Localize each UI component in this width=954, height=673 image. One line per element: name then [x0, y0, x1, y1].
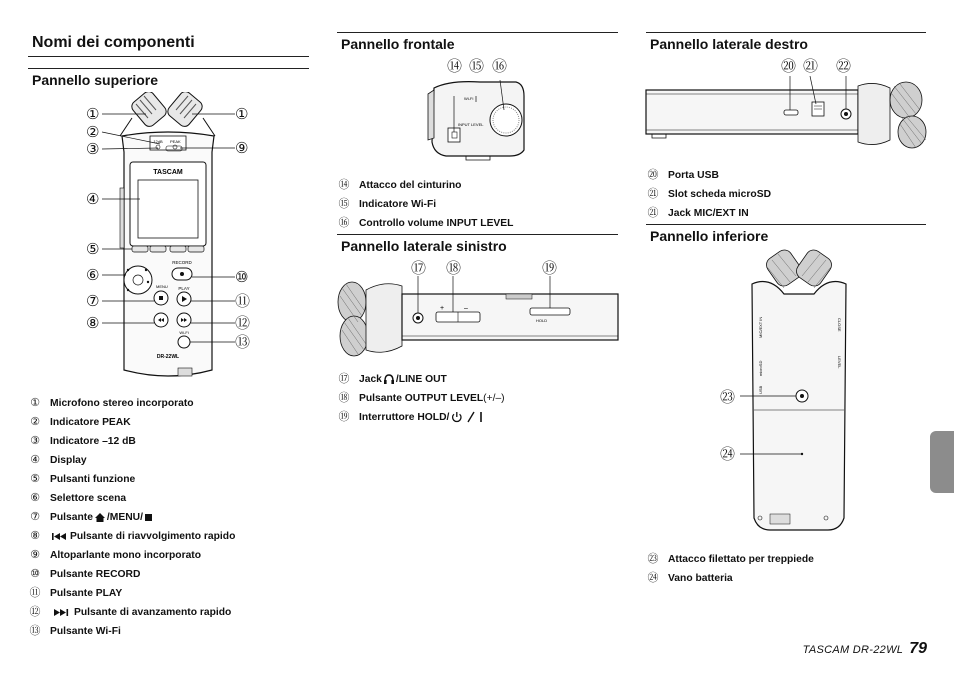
callout-4: ④	[86, 190, 100, 208]
list-item: ③ Indicatore –12 dB	[30, 434, 136, 447]
slash-icon	[466, 411, 476, 423]
svg-text:INPUT LEVEL: INPUT LEVEL	[458, 122, 484, 127]
page-footer	[803, 640, 927, 658]
headphones-icon	[383, 373, 395, 385]
bottom-panel-figure	[740, 248, 860, 536]
callout-5: ⑤	[86, 240, 100, 258]
list-item: ⑳ Porta USB	[647, 168, 719, 181]
section-title-top-panel: Pannello superiore	[32, 72, 159, 88]
list-item: ⑥ Selettore scena	[30, 491, 127, 504]
list-item: ⑱ Pulsante OUTPUT LEVEL (+/–)	[338, 391, 505, 404]
power-icon	[450, 411, 464, 423]
svg-text:MIC/EXT IN: MIC/EXT IN	[758, 316, 763, 338]
right-side-panel-list	[646, 168, 926, 228]
list-item: ⑰ Jack /LINE OUT	[338, 372, 447, 385]
section-title-bottom-panel: Pannello inferiore	[650, 228, 769, 244]
callout-17: ⑰	[411, 259, 427, 277]
svg-text:USB: USB	[758, 385, 763, 394]
callout-9: ⑨	[235, 139, 249, 157]
thumb-index-tab	[930, 431, 954, 493]
svg-text:-12dB: -12dB	[152, 139, 163, 144]
list-item: ⑬ Pulsante Wi-Fi	[29, 624, 121, 637]
bottom-panel-list	[646, 552, 926, 592]
svg-text:microSD: microSD	[758, 360, 763, 376]
callout-21: ㉑	[803, 57, 819, 75]
svg-text:–: –	[464, 305, 468, 312]
stereo-mic	[129, 92, 204, 129]
list-item: ⑭ Attacco del cinturino	[338, 178, 462, 191]
callout-16: ⑯	[492, 57, 508, 75]
svg-text:PLAY: PLAY	[178, 286, 190, 291]
list-item: ⑩ Pulsante RECORD	[30, 567, 141, 580]
section-title-front-panel: Pannello frontale	[341, 36, 455, 52]
svg-text:PEAK: PEAK	[170, 139, 181, 144]
callout-8: ⑧	[86, 314, 100, 332]
footer-brand: TASCAM DR-22WL	[802, 644, 904, 656]
list-item: ⑨ Altoparlante mono incorporato	[30, 548, 202, 561]
list-item: ⑤ Pulsanti funzione	[30, 472, 136, 485]
callout-10: ⑩	[235, 268, 249, 286]
list-item: ① Microfono stereo incorporato	[30, 396, 194, 409]
svg-text:HOLD: HOLD	[536, 318, 548, 323]
svg-text:Wi-Fi: Wi-Fi	[179, 330, 189, 335]
callout-18: ⑱	[446, 259, 462, 277]
callout-22: ㉒	[836, 57, 852, 75]
rewind-icon	[51, 532, 69, 541]
home-icon	[94, 512, 106, 523]
svg-text:RECORD: RECORD	[172, 260, 192, 265]
top-panel-figure	[80, 92, 260, 384]
list-item: ② Indicatore PEAK	[30, 415, 131, 428]
list-item: ㉓ Attacco filettato per treppiede	[647, 552, 814, 565]
svg-text:Wi-Fi: Wi-Fi	[464, 96, 474, 101]
callout-1b: ①	[235, 105, 249, 123]
callout-23: ㉓	[720, 388, 736, 406]
callout-24: ㉔	[720, 445, 736, 463]
page-number: 79	[909, 640, 927, 657]
svg-text:MENU: MENU	[156, 284, 168, 289]
svg-text:DR-22WL: DR-22WL	[156, 354, 180, 360]
callout-13: ⑬	[235, 333, 251, 351]
title-rule	[28, 56, 309, 57]
right-side-panel-figure	[644, 76, 934, 150]
section-rule-front	[337, 32, 618, 33]
bar-icon	[478, 411, 484, 423]
callout-15: ⑮	[469, 57, 485, 75]
list-item: ㉑ Jack MIC/EXT IN	[647, 206, 749, 219]
list-item: ⑦ Pulsante /MENU/	[28, 510, 154, 524]
callout-19: ⑲	[542, 259, 558, 277]
callout-2: ②	[86, 123, 100, 141]
front-panel-figure	[420, 76, 530, 162]
svg-text:LEVEL: LEVEL	[837, 356, 842, 369]
svg-text:+: +	[440, 305, 445, 312]
left-side-panel-figure	[336, 276, 620, 360]
callout-3: ③	[86, 140, 100, 158]
left-side-panel-list	[337, 372, 617, 432]
section-rule-bottom	[646, 224, 926, 225]
fast-forward-icon	[51, 608, 73, 617]
callout-11: ⑪	[235, 292, 251, 310]
list-item: ⑮ Indicatore Wi-Fi	[338, 197, 437, 210]
section-rule-left-side	[337, 234, 618, 235]
svg-text:CLOSE: CLOSE	[837, 318, 842, 332]
top-panel-list	[28, 396, 308, 636]
callout-1a: ①	[86, 105, 100, 123]
list-item: ⑪ Pulsante PLAY	[29, 586, 123, 599]
list-item: ⑯ Controllo volume INPUT LEVEL	[338, 216, 514, 229]
section-title-right-side-panel: Pannello laterale destro	[650, 36, 808, 52]
callout-20: ⑳	[781, 57, 797, 75]
svg-text:TASCAM: TASCAM	[153, 169, 183, 176]
list-item: ④ Display	[30, 453, 87, 466]
list-item: ⑫ Pulsante di avanzamento rapido	[29, 605, 232, 618]
callout-14: ⑭	[447, 57, 463, 75]
section-title-left-side-panel: Pannello laterale sinistro	[341, 238, 507, 254]
page-title: Nomi dei componenti	[32, 34, 195, 51]
list-item: ㉔ Vano batteria	[647, 571, 733, 584]
section-rule-top	[28, 68, 309, 69]
callout-7: ⑦	[86, 292, 100, 310]
list-item: ⑧ Pulsante di riavvolgimento rapido	[30, 529, 236, 542]
front-panel-list	[337, 178, 617, 238]
callout-6: ⑥	[86, 266, 100, 284]
list-item: ⑲ Interruttore HOLD/	[337, 410, 485, 424]
stop-icon	[144, 513, 153, 522]
list-item: ㉑ Slot scheda microSD	[647, 187, 771, 200]
section-rule-right-side	[646, 32, 926, 33]
callout-12: ⑫	[235, 314, 251, 332]
